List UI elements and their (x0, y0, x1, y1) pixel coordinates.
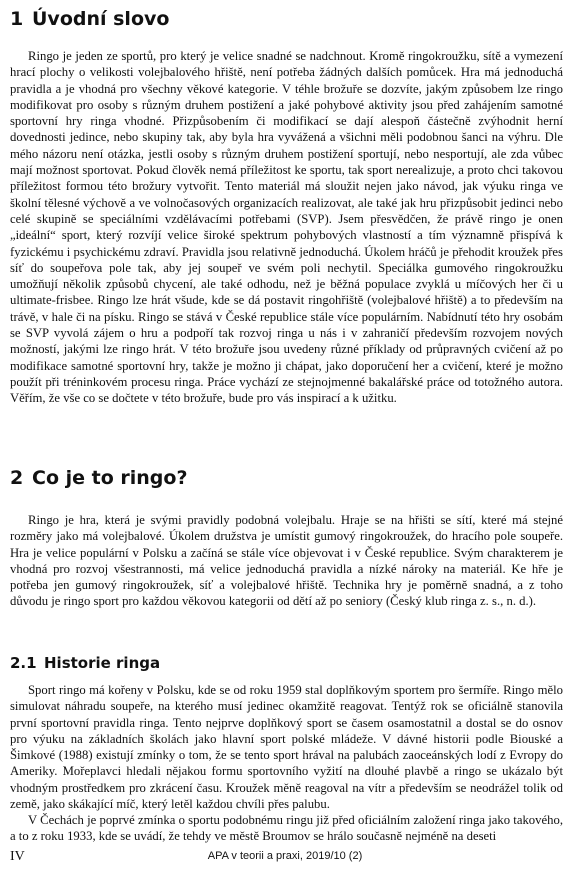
body-paragraph: Ringo je jeden ze sportů, pro který je velice snadné se nadchnout. Kromě ringokroužku, sítě a vymezení hrací plochy o velikosti volejbalového hřiště, není potřeba žádných dalších pomůcek. Hra má jednoduchá pravidla a je vhodná pro všechny věkové kategorie. V téhle brožuře se dozvíte, jakým způsobem lze ringo modifikovat pro osoby s různým druhem postižení a jaké pohybové aktivity jsou před zahájením samotné sportovní hry ringa vhodné. Přizpůsobením či modifikací se dají alespoň částečně zvýhodnit herní dovednosti jedince, nebo skupiny tak, aby byla hra vyvážená a všichni měli podobnou šanci na výhru. Dle mého názoru není otázka, jestli osoby s různým druhem postižení sportují, nebo nesportují, ale zda vůbec mají možnost sportovat. Pokud člověk nemá příležitost ke sportu, tak sport nerealizuje, a proto chci takovou příležitost formou této brožury vytvořit. Tento materiál má sloužit nejen jako návod, jak výuku ringa ve školní tělesné výchově a ve volnočasových organizacích realizovat, ale také jak hru přizpůsobit jedinci nebo celé skupině se speciálními vzdělávacími potřebami (SVP). Jsem přesvědčen, že právě ringo je onen „ideální“ sport, který rozvíjí velice široké spektrum pohybových vlastností a tím významně přispívá k fyzickému i psychickému zdraví. Pravidla jsou relativně jednoduchá. Úkolem hráčů je přehodit kroužek přes síť do soupeřova pole tak, aby jej soupeř ve svém poli nechytil. Speciálka gumového ringokroužku umožňují několik způsobů chycení, ale také odhodu, než je běžná populace zvyklá u míčových her či u ultimate-frisbee. Ringo lze hrát všude, kde se dá postavit ringohřiště (volejbalové hřiště) a to především na trávě, v hale či na písku. Ringo se stává v České republice stále více populárním. Nabídnutí této hry osobám se SVP vyvolá zájem o hru a podpoří tak rozvoj ringa u nás i v zahraničí především rozvojem nových možností, jakými lze ringo hrát. V této brožuře jsou uvedeny různé příklady od průpravných cvičení až po modifikace samotné sportovní hry, takže je možno ji chápat, jako doporučení her a cvičení, které je možno použít při tréninkovém procesu ringa. Práce vychází ze stejnojmenné bakalářské práce od totožného autora. Věřím, že vše co se dočtete v této brožuře, bude pro vás inspirací a k užitku. (10, 49, 563, 406)
section-number: 2 (10, 467, 24, 489)
section-heading (10, 8, 169, 30)
section-title: Co je to ringo? (32, 467, 188, 489)
page-number: IV (10, 849, 25, 864)
section-heading (10, 467, 187, 489)
body-paragraph: Ringo je hra, která je svými pravidly podobná volejbalu. Hraje se na hřišti se sítí, které má stejné rozměry jako má volejbalové. Úkolem družstva je umístit gumový ringokroužek, do hracího pole soupeře. Hra je velice populární v Polsku a začíná se stále více objevovat i v České republice. Svým charakterem je vhodná pro rozvoj všestrannosti, má velice jednoduchá pravidla a nízké nároky na materiál. Ke hře je potřeba jen gumový ringokroužek, síť a volejbalové hřiště. Technika hry je poměrně snadná, a z toho důvodu je ringo sport pro každou věkovou kategorii od dětí až po seniory (Český klub ringa z. s., n. d.). (10, 513, 563, 609)
section-number: 1 (10, 8, 24, 30)
body-paragraph: V Čechách je poprvé zmínka o sportu podobnému ringu již před oficiálním založení ringa jako takového, a to z roku 1933, kde se uvádí, že tehdy ve městě Broumov se hrálo současně nejméně na deseti (10, 813, 563, 844)
subsection-number: 2.1 (10, 654, 37, 672)
body-paragraph: Sport ringo má kořeny v Polsku, kde se od roku 1959 stal doplňkovým sportem pro šermíře. Ringo mělo simulovat náhradu soupeře, na kterého musí jedinec okamžitě reagovat. Tentýž rok se oficiálně stanovila první sportovní pravidla ringa. Tento nejprve doplňkový sport se časem osamostatnil a dostal se do osnov pro výuku na základních školách jako hlavní sport polské mládeže. V dávné historii podle Biouské a Šimkové (1988) existují zmínky o tom, že se tento sport hrával na palubách zaoceánských lodí z Evropy do Ameriky. Mořeplavci hledali nějakou formu sportovního vyžití na dlouhé plavbě a ringo se ukázalo být vhodným prostředkem pro zkrácení času. Kroužek měně reagoval na vítr a především se neodrážel tolik od země, jako skákající míč, který letěl každou chvíli přes palubu. (10, 683, 563, 812)
subsection-heading (10, 654, 160, 672)
subsection-title: Historie ringa (44, 654, 161, 672)
section-title: Úvodní slovo (32, 8, 170, 30)
journal-footer: APA v teorii a praxi, 2019/10 (2) (207, 850, 363, 862)
